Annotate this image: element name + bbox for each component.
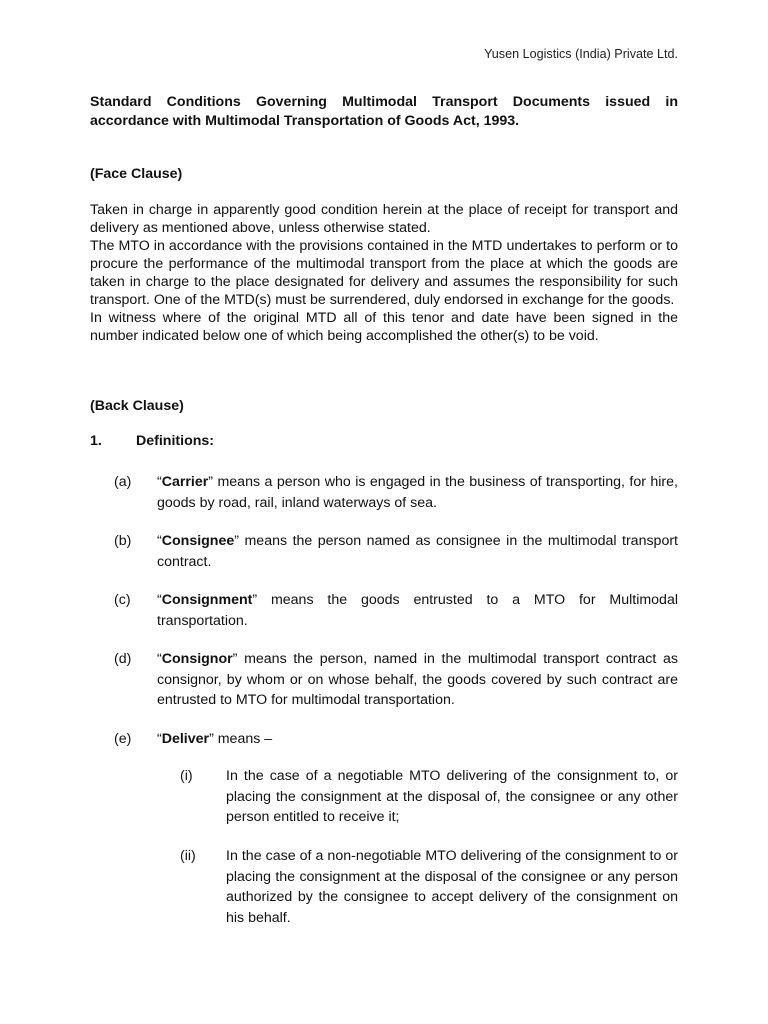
definition-text: “Carrier” means a person who is engaged in the business of transporting, for hire, goods by road, rail, inland waterways of sea. — [157, 474, 678, 511]
definition-text: “Consignee” means the person named as consignee in the multimodal transport contract. — [157, 533, 678, 570]
definition-term: Consignor — [161, 651, 233, 667]
definition-term: Consignee — [161, 533, 235, 549]
definition-text: “Deliver” means – — [157, 731, 273, 747]
section-title: Definitions: — [136, 433, 215, 449]
definition-text: “Consignor” means the person, named in the multimodal transport contract as consignor, by whom or on whose behalf, the goods covered by such contract are entrusted to MTO for multimodal transportation. — [157, 651, 678, 708]
definition-term: Carrier — [161, 474, 209, 490]
face-clause-paragraph: In witness where of the original MTD all of this tenor and date have been signed in the number indicated below one of which being accomplished the other(s) to be void. — [90, 310, 678, 344]
subitem-text: In the case of a negotiable MTO delivering of the consignment to, or placing the consignment at the disposal of, the consignee or any other person entitled to receive it; — [226, 768, 678, 825]
subitem-label: (ii) — [180, 848, 196, 864]
face-clause-heading: (Face Clause) — [90, 166, 183, 182]
definitions-heading — [90, 432, 214, 451]
face-clause-paragraph: The MTO in accordance with the provisions contained in the MTD undertakes to perform or to procure the performance of the multimodal transport from the place at which the goods are taken in charge to the place designated for delivery and assumes the responsibility for such transport. One of the MTD(s) must be surrendered, duly endorsed in exchange for the goods. — [90, 238, 678, 308]
face-clause-paragraph: Taken in charge in apparently good condition herein at the place of receipt for transport and delivery as mentioned above, unless otherwise stated. — [90, 202, 678, 236]
back-clause-heading: (Back Clause) — [90, 398, 184, 414]
definition-term: Deliver — [161, 731, 210, 747]
definition-label: (e) — [114, 731, 132, 747]
definition-label: (a) — [114, 474, 132, 490]
definition-label: (d) — [114, 651, 132, 667]
document-title: Standard Conditions Governing Multimodal Transport Documents issued in accordance with Multimodal Transportation of Goods Act, 1993. — [90, 94, 678, 129]
definition-text: “Consignment” means the goods entrusted to a MTO for Multimodal transportation. — [157, 592, 678, 629]
subitem-text: In the case of a non-negotiable MTO delivering of the consignment to or placing the consignment at the disposal of the consignee or any person authorized by the consignee to accept delivery of the consignment on his behalf. — [226, 848, 678, 926]
subitem-label: (i) — [180, 768, 193, 784]
definition-term: Consignment — [161, 592, 253, 608]
section-number: 1. — [90, 433, 102, 449]
company-header: Yusen Logistics (India) Private Ltd. — [484, 47, 678, 61]
face-clause-text — [90, 201, 678, 345]
definition-label: (c) — [114, 592, 131, 608]
definition-label: (b) — [114, 533, 132, 549]
